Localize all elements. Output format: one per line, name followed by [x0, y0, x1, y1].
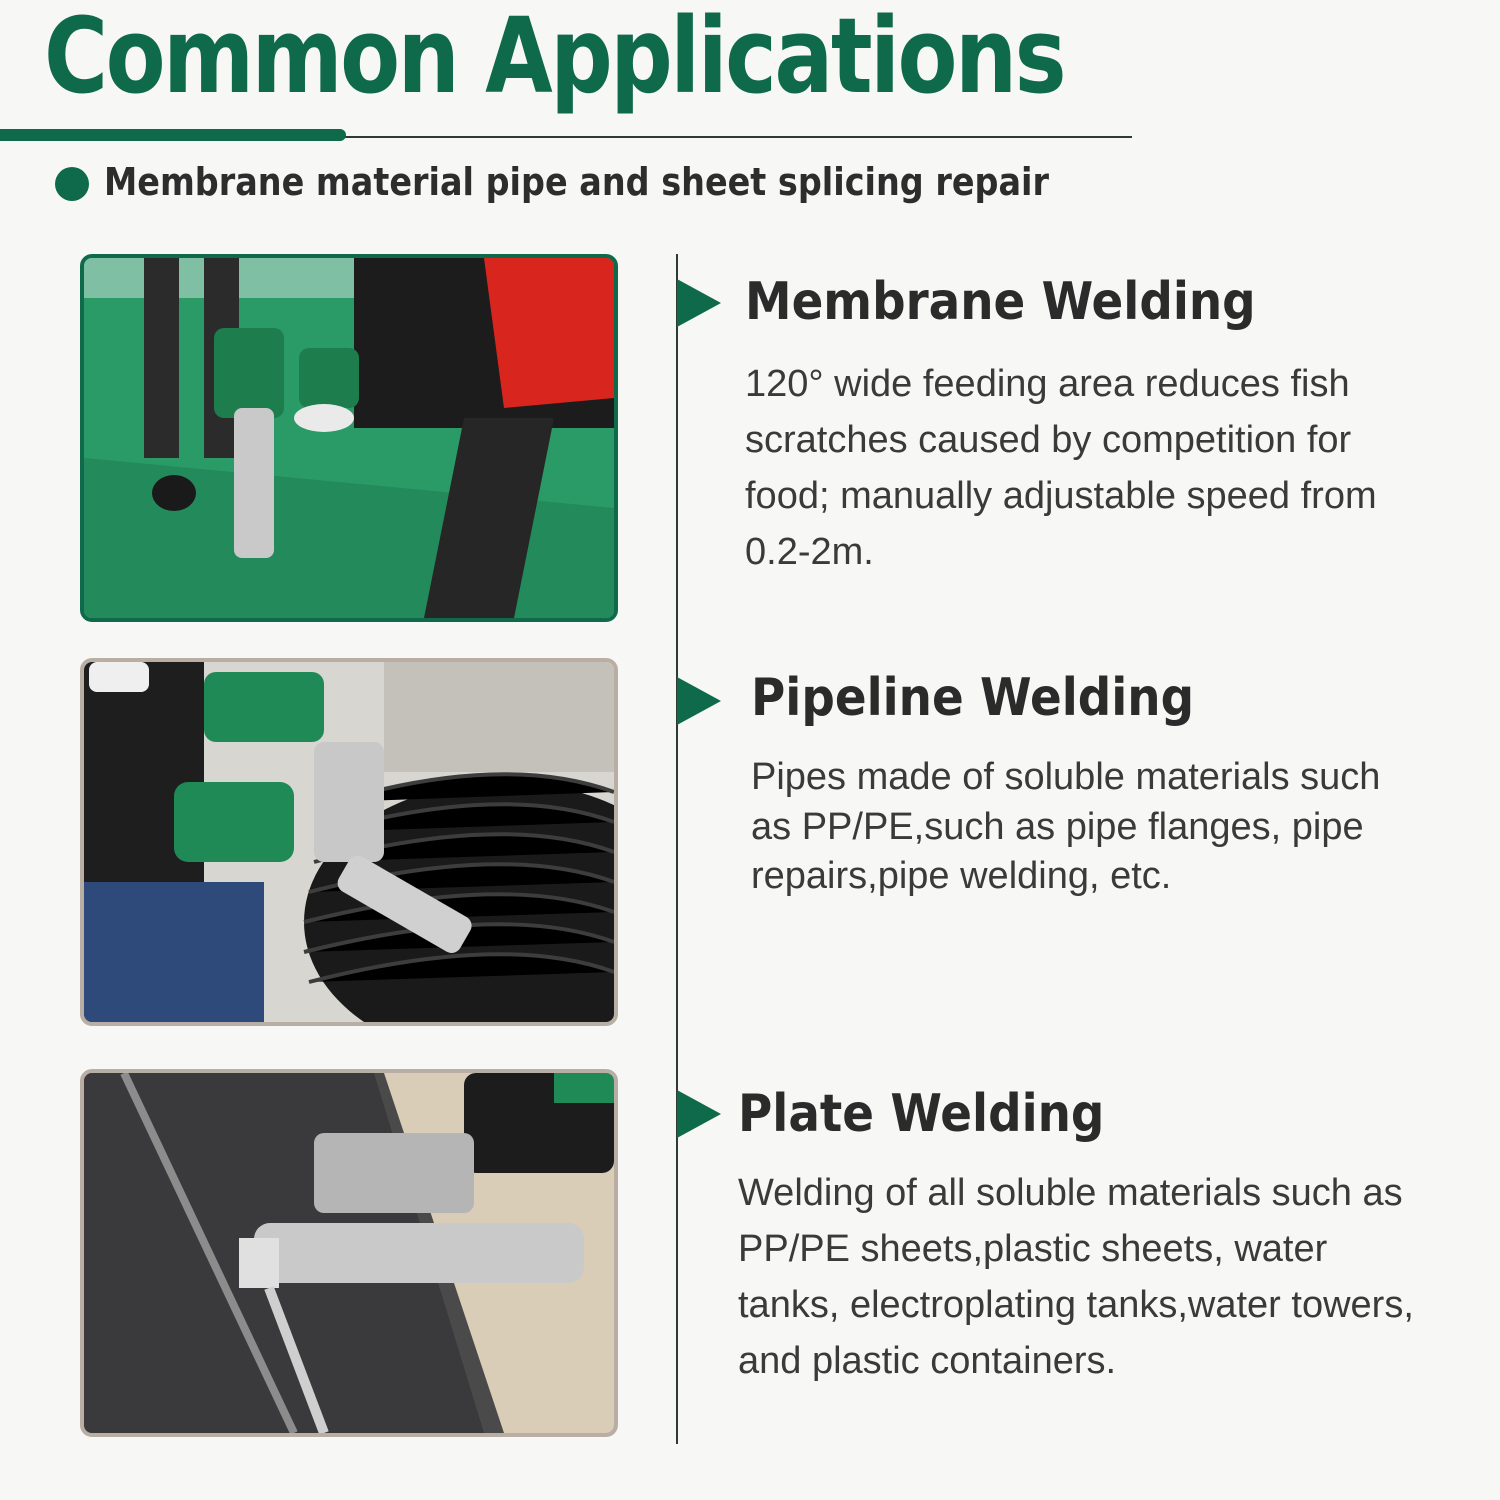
section-body-pipeline: Pipes made of soluble materials such as PP/PE,such as pipe flanges, pipe repairs,pipe welding, etc.: [751, 756, 1381, 897]
title-accent-bar: [0, 129, 346, 141]
page-title: Common Applications: [44, 0, 1065, 117]
triangle-arrow-icon: [677, 677, 721, 725]
section-body-plate: Welding of all soluble materials such as PP/PE sheets,plastic sheets, water tanks, electroplating tanks,water towers, and plastic containers.: [738, 1172, 1414, 1382]
section-title-pipeline: Pipeline Welding: [751, 668, 1195, 728]
plate-welding-photo: [80, 1069, 618, 1437]
section-body-membrane: 120° wide feeding area reduces fish scratches caused by competition for food; manually adjustable speed from 0.2-2m.: [745, 363, 1377, 573]
section-title-plate: Plate Welding: [738, 1084, 1105, 1144]
section-title-membrane: Membrane Welding: [745, 272, 1256, 332]
triangle-arrow-icon: [677, 1090, 721, 1138]
pipeline-welding-photo: [80, 658, 618, 1026]
bullet-dot-icon: [55, 167, 89, 201]
membrane-welding-photo: [80, 254, 618, 622]
timeline-divider: [676, 254, 678, 1444]
page-subtitle: Membrane material pipe and sheet splicing repair: [104, 160, 1049, 204]
triangle-arrow-icon: [677, 279, 721, 327]
